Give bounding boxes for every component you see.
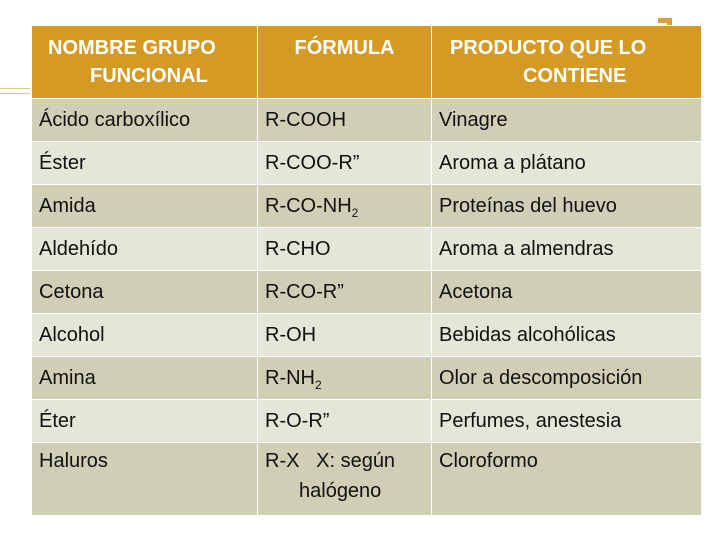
header-text: NOMBRE GRUPO [48,37,216,59]
table-row [32,99,702,142]
cell-formula [258,228,432,271]
header-text: CONTIENE [523,65,627,87]
cell-name: Cetona [32,271,258,314]
cell-product: Perfumes, anestesia [432,400,702,443]
formula-subscript: 2 [351,206,359,220]
cell-product: Olor a descomposición [432,357,702,400]
cell-product: Aroma a plátano [432,142,702,185]
table-header-row [32,26,702,99]
cell-name: Amida [32,185,258,228]
formula-subscript: 2 [315,378,322,392]
cell-product: Acetona [432,271,702,314]
formula-text: R-X X: según [265,450,396,472]
header-text: PRODUCTO QUE LO [450,37,647,59]
formula-continuation: halógeno [299,480,382,502]
cell-name: Aldehído [32,228,258,271]
cell-product: Proteínas del huevo [432,185,702,228]
formula-text: R-OH [265,324,317,346]
side-rule [0,93,30,94]
header-cell-producto [432,26,702,99]
formula-text: R-COO-R” [265,152,360,174]
cell-formula [258,357,432,400]
table-row [32,314,702,357]
cell-product: Bebidas alcohólicas [432,314,702,357]
table-row [32,271,702,314]
side-rule [0,88,30,89]
cell-product: Cloroformo [432,443,702,516]
cell-formula [258,443,432,516]
formula-text: R-NH [265,367,315,389]
header-text: FUNCIONAL [90,65,208,87]
table-row [32,142,702,185]
table-row [32,443,702,516]
cell-name: Amina [32,357,258,400]
cell-formula [258,185,432,228]
table-row [32,400,702,443]
formula-text: R-O-R” [265,410,330,432]
table-row [32,357,702,400]
header-cell-nombre [32,26,258,99]
formula-text: R-CHO [265,238,331,260]
cell-name: Éter [32,400,258,443]
functional-groups-table [31,25,702,516]
cell-formula [258,271,432,314]
cell-formula [258,314,432,357]
cell-name: Haluros [32,443,258,516]
cell-name: Alcohol [32,314,258,357]
cell-formula [258,99,432,142]
cell-name: Éster [32,142,258,185]
table-row [32,228,702,271]
formula-text: R-COOH [265,109,347,131]
cell-formula [258,400,432,443]
formula-text: R-CO-R” [265,281,344,303]
cell-product: Vinagre [432,99,702,142]
header-text: FÓRMULA [294,37,395,59]
cell-name: Ácido carboxílico [32,99,258,142]
table-row [32,185,702,228]
formula-text: R-CO-NH [265,195,352,217]
cell-product: Aroma a almendras [432,228,702,271]
header-cell-formula [258,26,432,99]
cell-formula [258,142,432,185]
